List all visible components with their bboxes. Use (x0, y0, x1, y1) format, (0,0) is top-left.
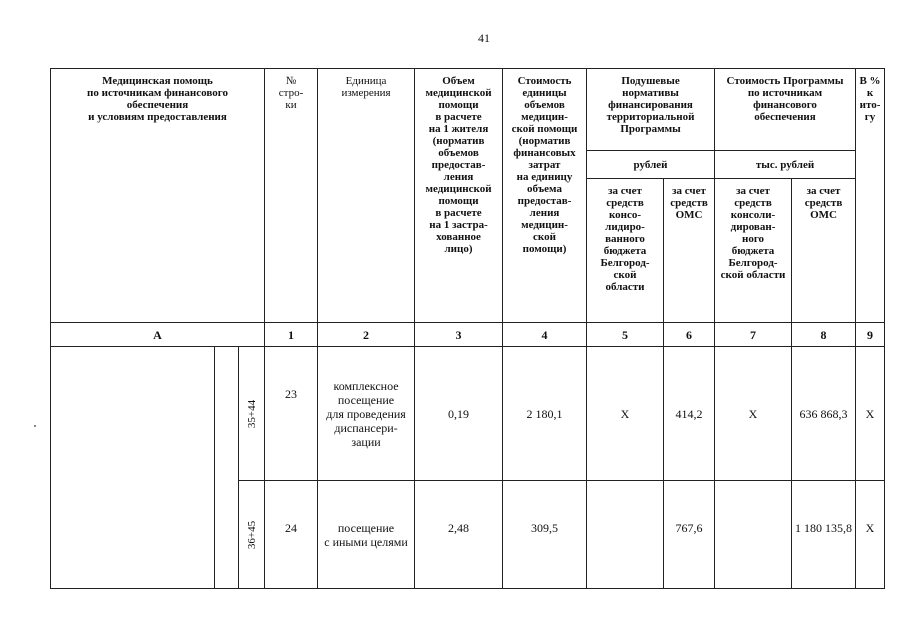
column-number-4: 4 (503, 323, 587, 347)
header-col-2: Единица измерения (318, 69, 415, 323)
header-col-8: за счет средств ОМС (792, 179, 856, 323)
row-volume: 2,48 (415, 481, 503, 589)
row-col-8: 636 868,3 (792, 347, 856, 481)
column-number-9: 9 (856, 323, 885, 347)
column-number-6: 6 (664, 323, 715, 347)
row-code: 35+44 (245, 399, 258, 428)
header-col-5: за счет средств консо- лидиро- ванного бюджета Белгород- ской области (587, 179, 664, 323)
row-col-7: X (715, 347, 792, 481)
row-col-6: 414,2 (664, 347, 715, 481)
header-col-1: № стро- ки (265, 69, 318, 323)
row-col-5: X (587, 347, 664, 481)
row-col-7 (715, 481, 792, 589)
row-label-cell (51, 347, 215, 589)
column-number-a: А (51, 323, 265, 347)
row-cost: 309,5 (503, 481, 587, 589)
header-col-4: Стоимость единицы объемов медицин- ской помощи (норматив финансовых затрат на единицу объема предостав- ления медицин- ской помощи) (503, 69, 587, 323)
header-col-9: В % к ито- гу (856, 69, 885, 323)
row-unit: посещение с иными целями (318, 481, 415, 589)
row-col-9: X (856, 481, 885, 589)
table-row (51, 347, 885, 481)
row-code: 36+45 (245, 520, 258, 549)
header-col-78: Стоимость Программы по источникам финансового обеспечения (715, 69, 856, 151)
column-number-7: 7 (715, 323, 792, 347)
row-volume: 0,19 (415, 347, 503, 481)
financing-table (50, 68, 885, 589)
column-number-8: 8 (792, 323, 856, 347)
row-col-5 (587, 481, 664, 589)
row-col-6: 767,6 (664, 481, 715, 589)
scan-speck (34, 425, 36, 427)
header-col-6: за счет средств ОМС (664, 179, 715, 323)
header-col-a: Медицинская помощь по источникам финансового обеспечения и условиям предоставления (51, 69, 265, 323)
column-number-1: 1 (265, 323, 318, 347)
column-number-5: 5 (587, 323, 664, 347)
header-col-7: за счет средств консоли- дирован- ного бюджета Белгород- ской области (715, 179, 792, 323)
header-col-56: Подушевые нормативы финансирования территориальной Программы (587, 69, 715, 151)
row-cost: 2 180,1 (503, 347, 587, 481)
row-col-8: 1 180 135,8 (792, 481, 856, 589)
column-number-2: 2 (318, 323, 415, 347)
row-unit: комплексное посещение для проведения диспансери- зации (318, 347, 415, 481)
page-number: 41 (478, 31, 490, 45)
row-code-cell (239, 347, 265, 481)
row-code-cell (239, 481, 265, 589)
row-label-spacer (215, 347, 239, 589)
row-col-9: X (856, 347, 885, 481)
column-number-3: 3 (415, 323, 503, 347)
header-thousand-rubles: тыс. рублей (715, 151, 856, 179)
header-rubles: рублей (587, 151, 715, 179)
header-col-3: Объем медицинской помощи в расчете на 1 жителя (норматив объемов предостав- ления медицинской помощи в расчете на 1 застра- хованное лицо) (415, 69, 503, 323)
row-line-number: 23 (265, 347, 318, 481)
row-line-number: 24 (265, 481, 318, 589)
